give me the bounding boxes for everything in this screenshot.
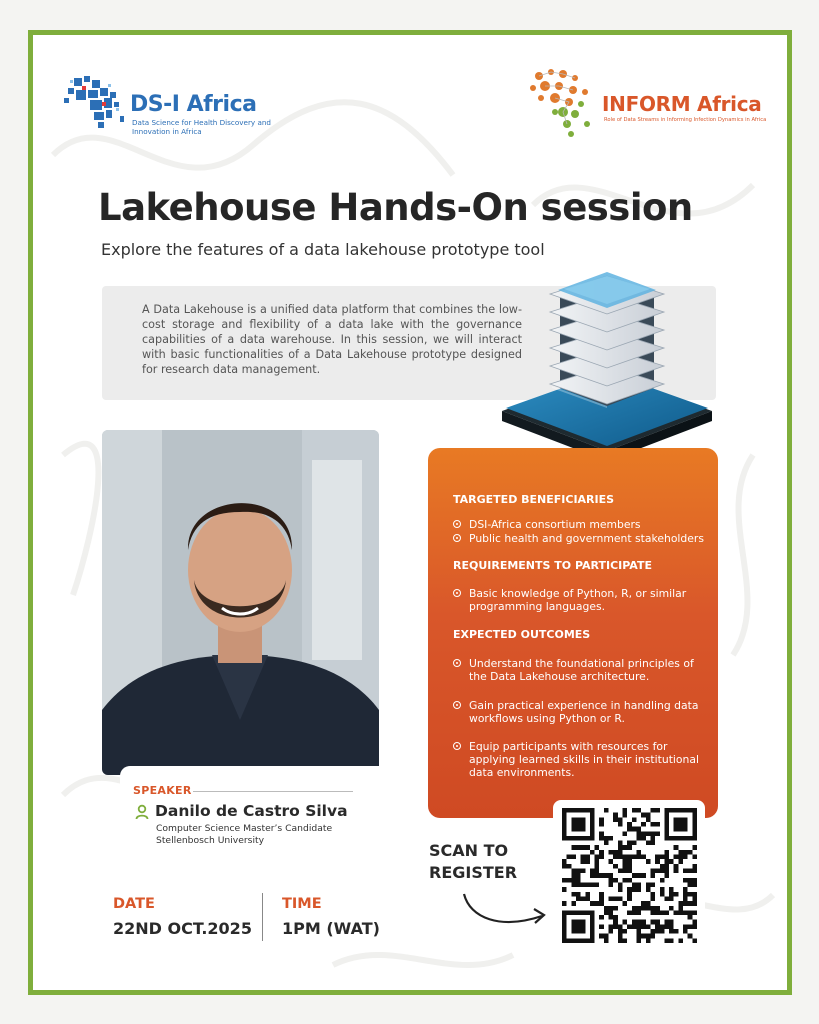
speaker-role-institution: Stellenbosch University [156,835,265,846]
bullet-icon [453,589,461,597]
page-subtitle: Explore the features of a data lakehouse prototype tool [101,240,545,259]
list-item [453,532,708,545]
africa-network-icon [525,64,603,144]
list-item-text: Understand the foundational principles of the Data Lakehouse architecture. [469,657,694,683]
list-item-text: Equip participants with resources for applying learned skills in their institutional data environments. [469,740,699,779]
bullet-icon [453,742,461,750]
lakehouse-building-illustration [500,256,715,466]
list-item [453,518,708,531]
inform-africa-name: INFORM Africa [602,92,762,116]
speaker-role [156,823,386,847]
section-heading-requirements: REQUIREMENTS TO PARTICIPATE [453,559,652,572]
date-time-divider [262,893,263,941]
speaker-photo [102,430,379,775]
dsi-africa-name: DS-I Africa [130,92,257,117]
bullet-icon [453,659,461,667]
bullet-icon [453,534,461,542]
bullet-icon [453,701,461,709]
dsi-africa-logo [62,72,272,137]
dsi-africa-tagline: Data Science for Health Discovery and Innovation in Africa [132,118,271,136]
inform-africa-logo [525,64,770,144]
page-title: Lakehouse Hands-On session [98,186,693,229]
list-item [453,740,708,779]
list-item [453,699,708,725]
time-label: TIME [282,896,322,912]
scan-label-line1: SCAN TO [429,841,509,860]
bullet-icon [453,520,461,528]
speaker-divider [193,791,353,792]
curved-arrow-icon [460,888,550,933]
registration-qr-code[interactable] [562,808,697,943]
list-item-text: Basic knowledge of Python, R, or similar programming languages. [469,587,687,613]
list-item-text: DSI-Africa consortium members [469,518,641,531]
scan-to-register-label [429,840,539,884]
speaker-name: Danilo de Castro Silva [155,802,348,820]
list-item-text: Gain practical experience in handling data workflows using Python or R. [469,699,699,725]
section-heading-outcomes: EXPECTED OUTCOMES [453,628,591,641]
list-item [453,587,708,613]
speaker-label: SPEAKER [133,784,192,797]
person-icon [135,804,149,820]
description-text: A Data Lakehouse is a unified data platform that combines the low-cost storage and flexibility of a data lake with the governance capabilities of a data warehouse. In this session, we will interact with basic functionalities of a Data Lakehouse prototype designed for research data management. [142,303,522,376]
date-label: DATE [113,896,155,912]
list-item-text: Public health and government stakeholders [469,532,704,545]
section-heading-beneficiaries: TARGETED BENEFICIARIES [453,493,615,506]
time-value: 1PM (WAT) [282,919,380,938]
scan-label-line2: REGISTER [429,863,518,882]
date-value: 22ND OCT.2025 [113,919,252,938]
inform-africa-tagline: Role of Data Streams in Informing Infection Dynamics in Africa [604,117,767,123]
list-item [453,657,708,683]
africa-map-icon [62,72,134,134]
speaker-role-title: Computer Science Master’s Candidate [156,823,333,834]
